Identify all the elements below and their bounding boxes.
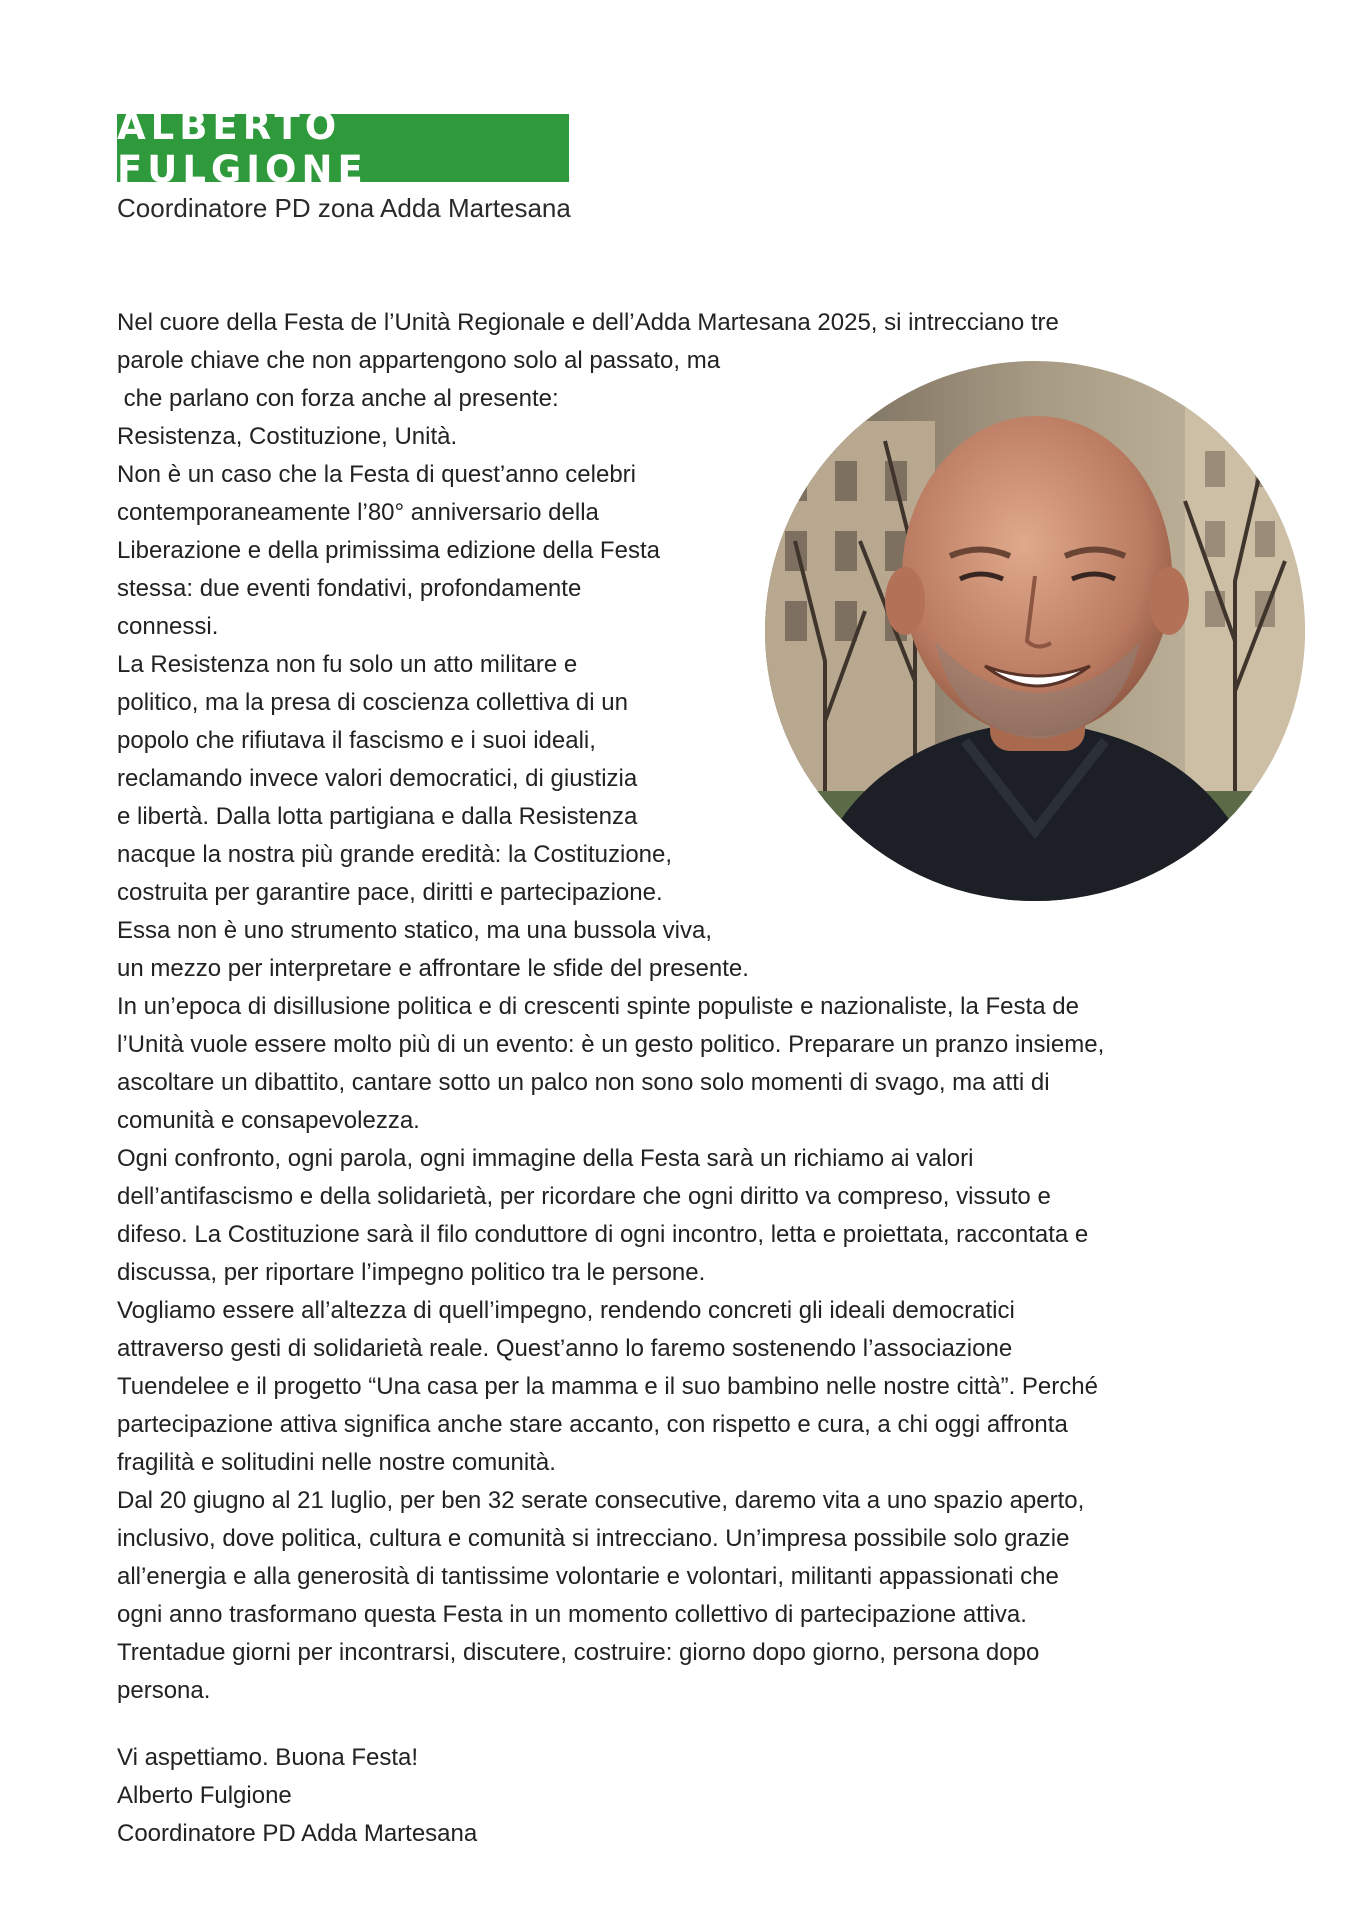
- author-name: ALBERTO FULGIONE: [117, 105, 368, 191]
- body-line: e libertà. Dalla lotta partigiana e dalla Resistenza: [117, 803, 638, 830]
- body-line: stessa: due eventi fondativi, profondamente: [117, 575, 582, 602]
- body-line: costruita per garantire pace, diritti e partecipazione.: [117, 879, 663, 906]
- signature-role: Coordinatore PD Adda Martesana: [117, 1820, 478, 1847]
- body-line: popolo che rifiutava il fascismo e i suoi ideali,: [117, 727, 596, 754]
- body-line: contemporaneamente l’80° anniversario della: [117, 499, 599, 526]
- body-line: che parlano con forza anche al presente:: [117, 385, 559, 412]
- body-line: Non è un caso che la Festa di quest’anno celebri: [117, 461, 636, 488]
- body-line: connessi.: [117, 613, 219, 640]
- body-line: l’Unità vuole essere molto più di un evento: è un gesto politico. Preparare un pranzo insieme,: [117, 1031, 1105, 1058]
- body-line: ascoltare un dibattito, cantare sotto un palco non sono solo momenti di svago, ma atti di: [117, 1069, 1050, 1096]
- author-role: Coordinatore PD zona Adda Martesana: [117, 193, 571, 223]
- body-line: Resistenza, Costituzione, Unità.: [117, 423, 458, 450]
- body-line: dell’antifascismo e della solidarietà, per ricordare che ogni diritto va compreso, vissuto e: [117, 1183, 1051, 1210]
- body-line: La Resistenza non fu solo un atto militare e: [117, 651, 578, 678]
- body-line: ogni anno trasformano questa Festa in un momento collettivo di partecipazione attiva.: [117, 1601, 1027, 1628]
- body-line: Ogni confronto, ogni parola, ogni immagine della Festa sarà un richiamo ai valori: [117, 1145, 974, 1172]
- body-line: comunità e consapevolezza.: [117, 1107, 420, 1134]
- name-badge: [117, 105, 569, 191]
- body-line: partecipazione attiva significa anche stare accanto, con rispetto e cura, a chi oggi affronta: [117, 1411, 1068, 1438]
- body-line: Essa non è uno strumento statico, ma una bussola viva,: [117, 917, 712, 944]
- body-line: Vogliamo essere all’altezza di quell’impegno, rendendo concreti gli ideali democratici: [117, 1297, 1015, 1324]
- closing-greeting: Vi aspettiamo. Buona Festa!: [117, 1744, 419, 1771]
- body-line: parole chiave che non appartengono solo al passato, ma: [117, 347, 721, 374]
- signature-name: Alberto Fulgione: [117, 1782, 292, 1809]
- portrait-photo-icon: [765, 361, 1305, 901]
- body-line: discussa, per riportare l’impegno politico tra le persone.: [117, 1259, 706, 1286]
- body-line: un mezzo per interpretare e affrontare le sfide del presente.: [117, 955, 749, 982]
- body-line: nacque la nostra più grande eredità: la Costituzione,: [117, 841, 673, 868]
- body-line: Liberazione e della primissima edizione della Festa: [117, 537, 660, 564]
- body-line: Trentadue giorni per incontrarsi, discutere, costruire: giorno dopo giorno, persona dopo: [117, 1639, 1040, 1666]
- body-line: politico, ma la presa di coscienza collettiva di un: [117, 689, 628, 716]
- body-line: reclamando invece valori democratici, di giustizia: [117, 765, 638, 792]
- body-line: In un’epoca di disillusione politica e di crescenti spinte populiste e nazionaliste, la Festa de: [117, 993, 1079, 1020]
- body-line: Dal 20 giugno al 21 luglio, per ben 32 serate consecutive, daremo vita a uno spazio aperto,: [117, 1487, 1085, 1514]
- body-line: fragilità e solitudini nelle nostre comunità.: [117, 1449, 556, 1476]
- body-line: all’energia e alla generosità di tantissime volontarie e volontari, militanti appassionati che: [117, 1563, 1059, 1590]
- body-line: persona.: [117, 1677, 211, 1704]
- body-line: inclusivo, dove politica, cultura e comunità si intrecciano. Un’impresa possibile solo grazie: [117, 1525, 1070, 1552]
- body-line: Nel cuore della Festa de l’Unità Regionale e dell’Adda Martesana 2025, si intrecciano tre: [117, 309, 1059, 336]
- body-line: Tuendelee e il progetto “Una casa per la mamma e il suo bambino nelle nostre città”. Perché: [117, 1373, 1098, 1400]
- body-line: attraverso gesti di solidarietà reale. Quest’anno lo faremo sostenendo l’associazione: [117, 1335, 1013, 1362]
- body-line: difeso. La Costituzione sarà il filo conduttore di ogni incontro, letta e proiettata, raccontata e: [117, 1221, 1089, 1248]
